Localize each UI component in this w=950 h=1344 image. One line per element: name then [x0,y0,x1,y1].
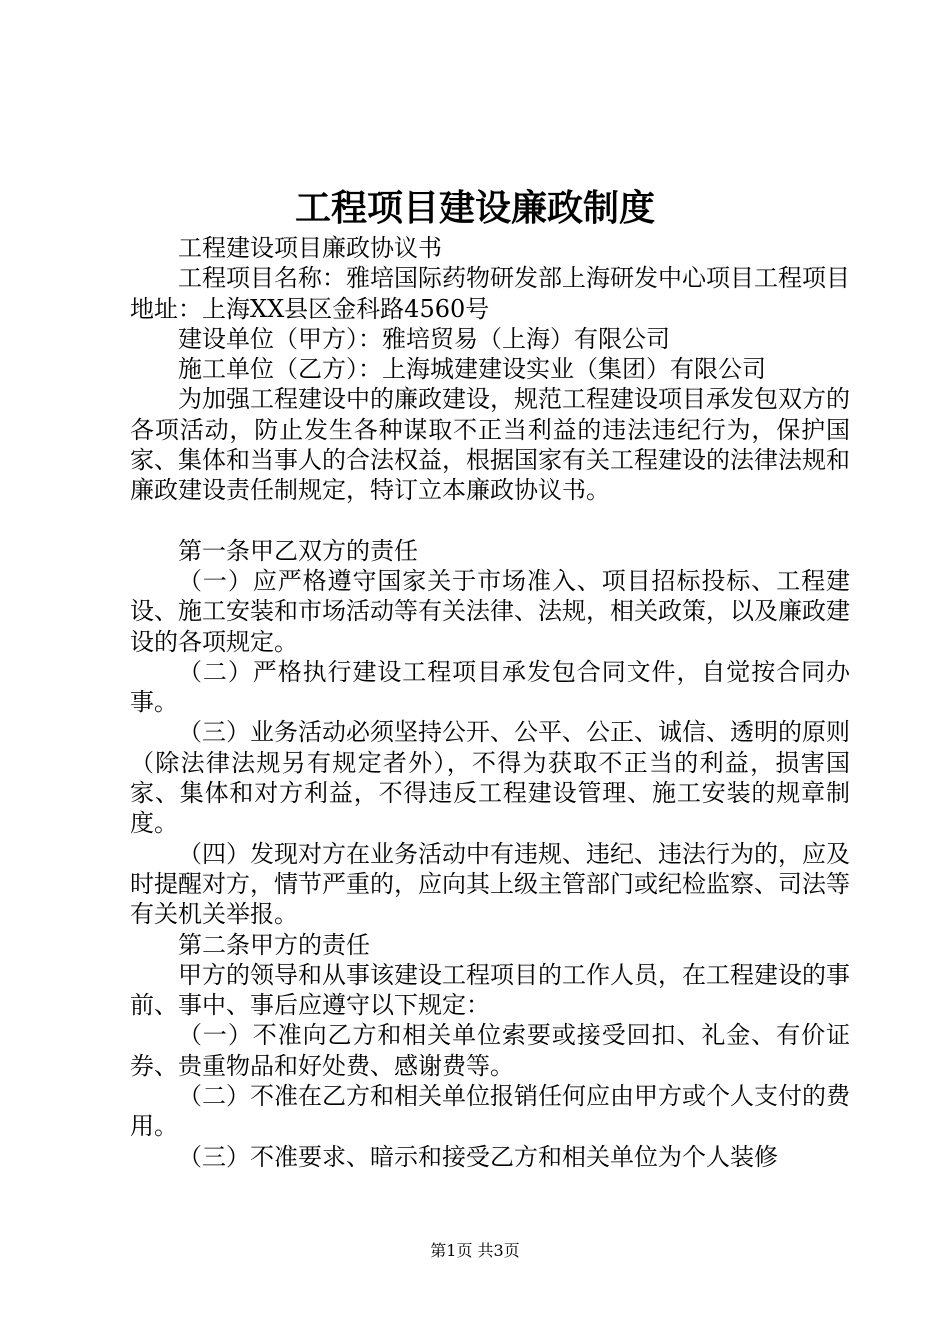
paragraph-party-a: 建设单位（甲方）：雅培贸易（上海）有限公司 [178,324,670,353]
paragraph-article-2-item-1: （一）不准向乙方和相关单位索要或接受回扣、礼金、有价证券、贵重物品和好处费、感谢费等。 [130,1021,850,1080]
paragraph-project-name: 工程项目名称：雅培国际药物研发部上海研发中心项目工程项目地址：上海XX县区金科路4560号 [130,264,850,323]
paragraph-article-2-intro: 甲方的领导和从事该建设工程项目的工作人员，在工程建设的事前、事中、事后应遵守以下规定： [130,960,850,1020]
page-footer: 第1页 共3页 [430,1241,520,1260]
document-title: 工程项目建设廉政制度 [294,187,655,229]
paragraph-agreement-heading: 工程建设项目廉政协议书 [178,234,442,262]
paragraph-article-2-item-2: （二）不准在乙方和相关单位报销任何应由甲方或个人支付的费用。 [130,1082,850,1141]
paragraph-purpose: 为加强工程建设中的廉政建设，规范工程建设项目承发包双方的各项活动，防止发生各种谋取不正当利益的违法违纪行为，保护国家、集体和当事人的合法权益，根据国家有关工程建设的法律法规和廉政建设责任制规定，特订立本廉政协议书。 [130,385,850,505]
paragraph-article-1-item-4: （四）发现对方在业务活动中有违规、违纪、违法行为的，应及时提醒对方，情节严重的，应向其上级主管部门或纪检监察、司法等有关机关举报。 [130,839,850,929]
paragraph-party-b: 施工单位（乙方）：上海城建建设实业（集团）有限公司 [178,355,766,384]
section-heading-article-1: 第一条甲乙双方的责任 [178,536,418,565]
section-heading-article-2: 第二条甲方的责任 [178,930,370,959]
paragraph-article-1-item-3: （三）业务活动必须坚持公开、公平、公正、诚信、透明的原则（除法律法规另有规定者外），不得为获取不正当的利益，损害国家、集体和对方利益，不得违反工程建设管理、施工安装的规章制度。 [130,718,850,838]
paragraph-article-1-item-1: （一）应严格遵守国家关于市场准入、项目招标投标、工程建设、施工安装和市场活动等有关法律、法规，相关政策，以及廉政建设的各项规定。 [130,566,850,656]
paragraph-article-1-item-2: （二）严格执行建设工程项目承发包合同文件，自觉按合同办事。 [130,657,850,717]
document-body [130,233,850,1172]
paragraph-article-2-item-3: （三）不准要求、暗示和接受乙方和相关单位为个人装修 [178,1142,778,1171]
